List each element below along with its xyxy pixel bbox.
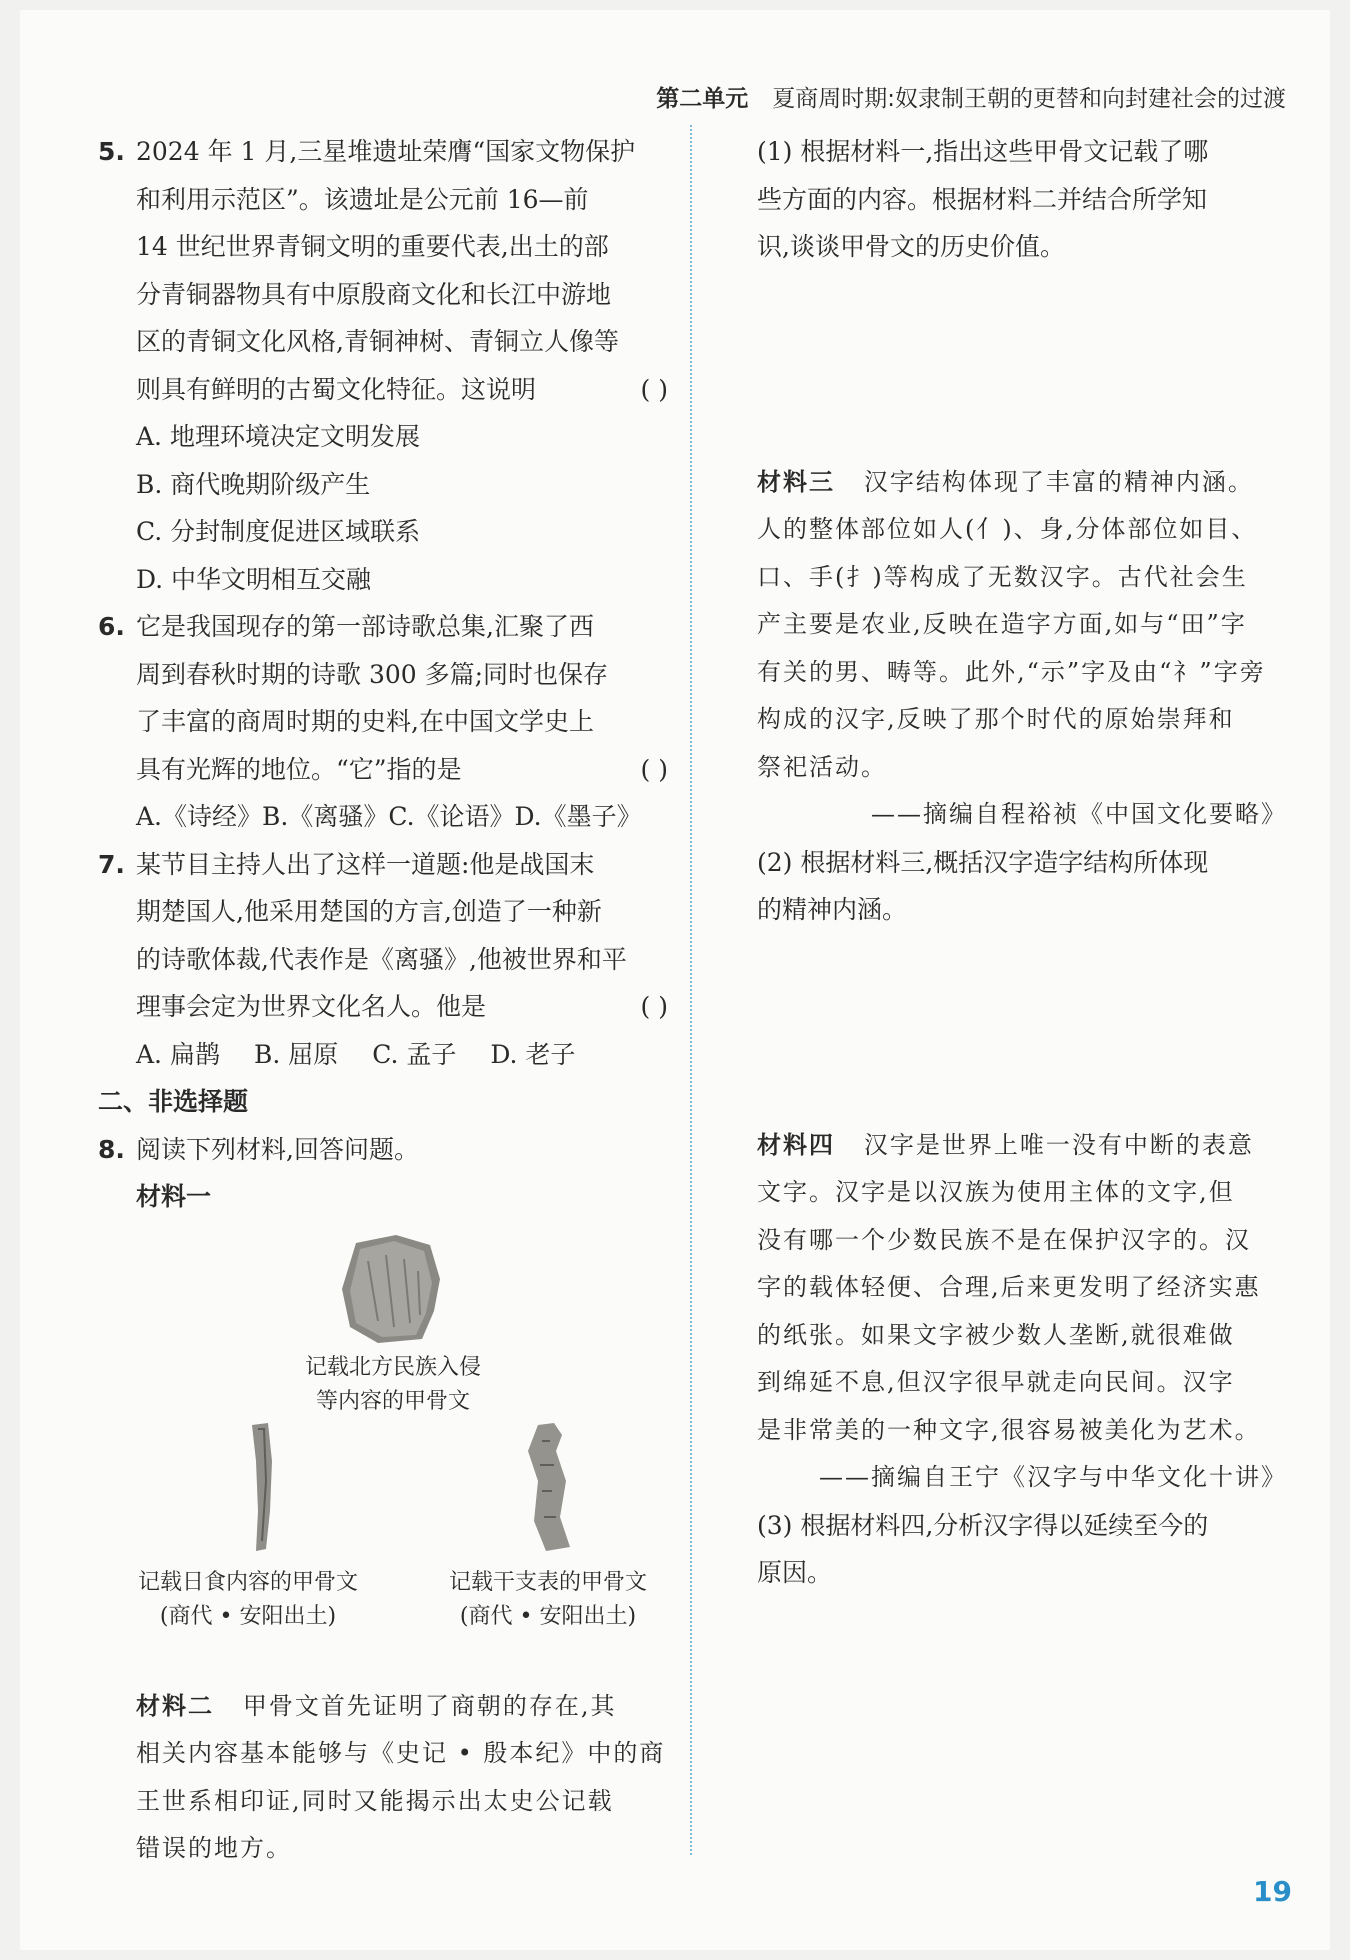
oracle-bone-figures: [98, 1221, 668, 1691]
material-text: 汉字结构体现了丰富的精神内涵。: [863, 467, 1254, 496]
question-7: [98, 841, 668, 1079]
left-column: [98, 128, 668, 1873]
material-text: 是非常美的一种文字,很容易被美化为艺术。: [757, 1415, 1261, 1444]
material-1-label: 材料一: [136, 1182, 212, 1211]
option: A.《诗经》: [136, 802, 263, 831]
option: D. 老子: [490, 1039, 576, 1069]
question-text: 则具有鲜明的古蜀文化特征。这说明: [136, 374, 537, 404]
unit-title: 夏商周时期:奴隶制王朝的更替和向封建社会的过渡: [772, 86, 1286, 112]
option: C. 孟子: [372, 1039, 457, 1069]
material-text: 字的载体轻便、合理,后来更发明了经济实惠: [757, 1273, 1261, 1301]
material-text: 没有哪一个少数民族不是在保护汉字的。汉: [757, 1225, 1251, 1254]
unit-label: 第二单元: [656, 86, 749, 112]
question-text: 分青铜器物具有中原殷商文化和长江中游地: [136, 279, 612, 309]
material-text: 汉字是世界上唯一没有中断的表意: [863, 1130, 1254, 1159]
material-3-label: 材料三: [757, 467, 835, 496]
material-text: 口、手(扌)等构成了无数汉字。古代社会生: [757, 562, 1248, 591]
question-text: 的诗歌体裁,代表作是《离骚》,他被世界和平: [136, 944, 627, 974]
question-6: [98, 603, 668, 841]
question-number: 7.: [98, 849, 125, 879]
option: C. 分封制度促进区域联系: [136, 517, 421, 546]
section-heading: 二、非选择题: [98, 1087, 249, 1116]
material-text: 错误的地方。: [136, 1834, 292, 1862]
answer-blank: ( ): [640, 754, 668, 784]
question-number: 6.: [98, 612, 125, 641]
option: D.《墨子》: [514, 802, 642, 831]
caption-line: 等内容的甲骨文: [315, 1388, 470, 1414]
sub-question: (2) 根据材料三,概括汉字造字结构所体现: [757, 847, 1209, 877]
sub-question: 些方面的内容。根据材料二并结合所学知: [757, 184, 1208, 214]
question-text: 阅读下列材料,回答问题。: [136, 1134, 419, 1164]
option: B. 商代晚期阶级产生: [136, 469, 371, 499]
material-text: 相关内容基本能够与《史记 • 殷本纪》中的商: [136, 1739, 666, 1767]
caption-line: (商代 • 安阳出土): [459, 1603, 637, 1629]
material-2-label: 材料二: [136, 1691, 214, 1720]
page-number: 19: [1253, 1875, 1292, 1908]
caption-line: 记载日食内容的甲骨文: [137, 1569, 358, 1595]
sub-question: 识,谈谈甲骨文的历史价值。: [757, 232, 1065, 261]
sub-question: 原因。: [757, 1558, 833, 1587]
material-text: 祭祀活动。: [757, 752, 887, 781]
material-text: 王世系相印证,同时又能揭示出太史公记载: [136, 1786, 614, 1815]
material-text: 的纸张。如果文字被少数人垄断,就很难做: [757, 1320, 1235, 1349]
question-text: 14 世纪世界青铜文明的重要代表,出土的部: [136, 232, 609, 261]
option: B. 屈原: [253, 1039, 339, 1069]
material-text: 有关的男、畴等。此外,“示”字及由“礻”字旁: [757, 657, 1266, 686]
material-text: 人的整体部位如人(亻)、身,分体部位如目、: [757, 515, 1258, 543]
material-text: 产主要是农业,反映在造字方面,如与“田”字: [757, 610, 1247, 638]
question-text: 理事会定为世界文化名人。他是: [136, 992, 487, 1021]
question-text: 具有光辉的地位。“它”指的是: [136, 754, 462, 784]
question-text: 它是我国现存的第一部诗歌总集,汇聚了西: [136, 612, 594, 641]
question-text: 某节目主持人出了这样一道题:他是战国末: [136, 849, 595, 879]
sub-question: (1) 根据材料一,指出这些甲骨文记载了哪: [757, 137, 1209, 166]
question-number: 5.: [98, 137, 125, 166]
answer-blank: ( ): [640, 992, 668, 1021]
question-text: 了丰富的商周时期的史料,在中国文学史上: [136, 707, 594, 736]
material-source: ——摘编自程裕祯《中国文化要略》: [871, 800, 1287, 828]
question-number: 8.: [98, 1134, 125, 1164]
material-4-label: 材料四: [757, 1130, 835, 1159]
sub-question: 的精神内涵。: [757, 895, 908, 924]
question-text: 区的青铜文化风格,青铜神树、青铜立人像等: [136, 327, 619, 356]
caption-line: 记载北方民族入侵: [304, 1354, 481, 1380]
question-5: [98, 128, 668, 603]
question-text: 期楚国人,他采用楚国的方言,创造了一种新: [136, 897, 602, 926]
caption-line: (商代 • 安阳出土): [159, 1603, 337, 1629]
question-text: 周到春秋时期的诗歌 300 多篇;同时也保存: [136, 659, 609, 689]
figure-caption: [398, 1566, 698, 1634]
answer-space: [757, 934, 1287, 1122]
material-source: ——摘编自王宁《汉字与中华文化十讲》: [819, 1463, 1287, 1491]
material-text: 甲骨文首先证明了商朝的存在,其: [242, 1691, 617, 1720]
oracle-bone-image: [338, 1231, 448, 1346]
sub-question: (3) 根据材料四,分析汉字得以延续至今的: [757, 1510, 1209, 1540]
page-header: [656, 80, 1286, 113]
oracle-bone-image: [516, 1421, 576, 1553]
option: D. 中华文明相互交融: [136, 564, 372, 594]
option: A. 地理环境决定文明发展: [136, 422, 420, 451]
answer-space: [757, 271, 1287, 459]
material-text: 构成的汉字,反映了那个时代的原始崇拜和: [757, 705, 1235, 733]
right-column: [757, 128, 1287, 1597]
material-text: 文字。汉字是以汉族为使用主体的文字,但: [757, 1178, 1235, 1206]
figure-caption: [208, 1351, 578, 1419]
option: A. 扁鹊: [136, 1039, 220, 1069]
option: B.《离骚》: [262, 802, 389, 831]
option: C.《论语》: [388, 802, 515, 831]
answer-blank: ( ): [640, 374, 668, 404]
caption-line: 记载干支表的甲骨文: [448, 1569, 647, 1595]
oracle-bone-image: [246, 1421, 278, 1553]
question-text: 和利用示范区”。该遗址是公元前 16—前: [136, 184, 589, 214]
question-text: 2024 年 1 月,三星堆遗址荣膺“国家文物保护: [136, 137, 636, 166]
material-text: 到绵延不息,但汉字很早就走向民间。汉字: [757, 1368, 1235, 1396]
figure-caption: [98, 1566, 398, 1634]
